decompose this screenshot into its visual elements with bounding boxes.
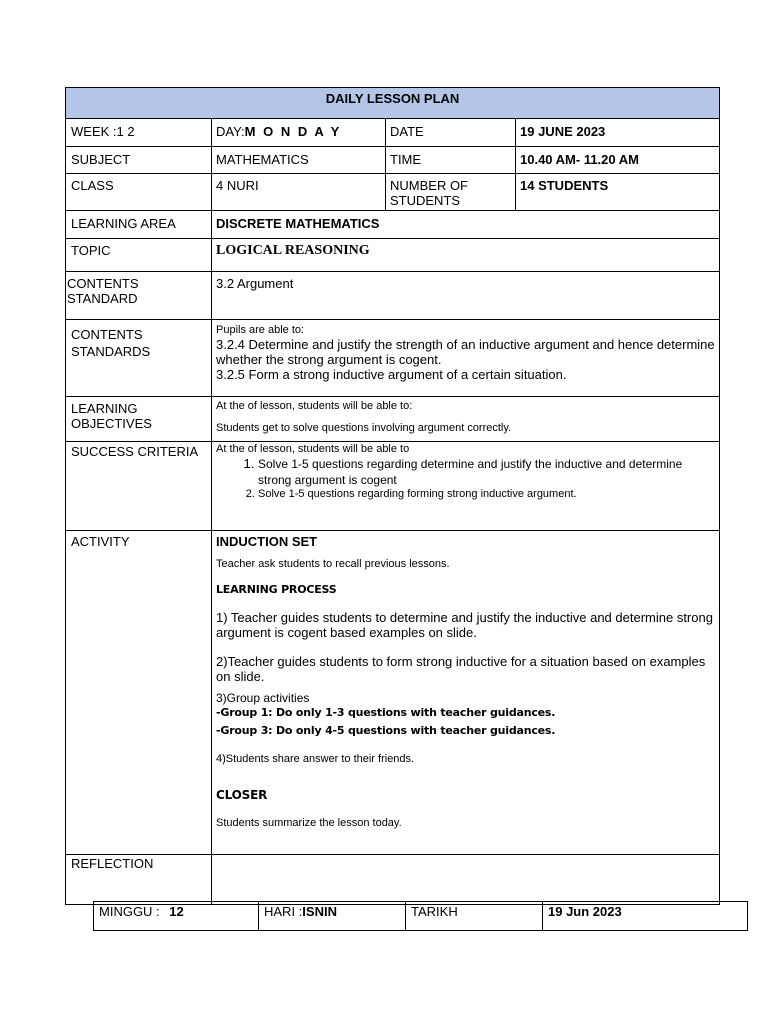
success-criteria-row <box>66 442 720 531</box>
activity-cell <box>212 531 720 855</box>
step-2: 2)Teacher guides students to form strong inductive for a situation based on examples on slide. <box>216 654 706 684</box>
step-3: 3)Group activities <box>216 691 310 705</box>
time-value: 10.40 AM- 11.20 AM <box>516 147 720 174</box>
day-cell <box>212 119 386 147</box>
date-value: 19 JUNE 2023 <box>516 119 720 147</box>
reflection-label: REFLECTION <box>66 855 212 905</box>
closer-text: Students summarize the lesson today. <box>216 817 402 829</box>
success-criteria-item-1: 1. Solve 1-5 questions regarding determine and justify the inductive and determine strong argument is cogent <box>258 456 715 488</box>
step-1: 1) Teacher guides students to determine and justify the inductive and determine strong argument is cogent based examples on slide. <box>216 610 713 640</box>
contents-standards-label: CONTENTS STANDARDS <box>66 320 212 397</box>
time-label: TIME <box>386 147 516 174</box>
success-criteria-item-2: 2. Solve 1-5 questions regarding forming strong inductive argument. <box>258 488 715 501</box>
process-heading: LEARNING PROCESS <box>216 583 337 596</box>
topic-value: LOGICAL REASONING <box>212 239 720 272</box>
date-label: DATE <box>386 119 516 147</box>
contents-standards-row <box>66 320 720 397</box>
contents-standards-item-1: 3.2.4 Determine and justify the strength of an inductive argument and hence determine whether the strong argument is cogent. <box>216 337 715 367</box>
subject-label: SUBJECT <box>66 147 212 174</box>
contents-standards-intro: Pupils are able to: <box>216 324 305 336</box>
objectives-intro: At the of lesson, students will be able to: <box>216 400 413 412</box>
topic-row <box>66 239 720 272</box>
students-label: NUMBER OF STUDENTS <box>386 174 516 211</box>
induction-heading: INDUCTION SET <box>216 534 318 549</box>
reflection-value <box>212 855 720 905</box>
activity-row <box>66 531 720 855</box>
contents-standard-value: 3.2 Argument <box>212 272 720 320</box>
step-4: 4)Students share answer to their friends. <box>216 753 415 765</box>
day-label: DAY: <box>216 124 245 139</box>
minggu-value: 12 <box>169 904 184 919</box>
subject-row <box>66 147 720 174</box>
induction-text: Teacher ask students to recall previous lessons. <box>216 558 450 570</box>
objectives-label: LEARNING OBJECTIVES <box>66 397 212 442</box>
week-row <box>66 119 720 147</box>
group-1: -Group 1: Do only 1-3 questions with teacher guidances. <box>216 706 556 719</box>
learning-area-label: LEARNING AREA <box>66 211 212 239</box>
subject-value: MATHEMATICS <box>212 147 386 174</box>
tarikh-label: TARIKH <box>406 902 543 931</box>
hari-cell <box>259 902 406 931</box>
reflection-row <box>66 855 720 905</box>
objectives-cell <box>212 397 720 442</box>
page-title: DAILY LESSON PLAN <box>66 88 720 119</box>
class-value: 4 NURI <box>212 174 386 211</box>
learning-area-value: DISCRETE MATHEMATICS <box>212 211 720 239</box>
group-3: -Group 3: Do only 4-5 questions with teacher guidances. <box>216 724 556 737</box>
success-criteria-cell <box>212 442 720 531</box>
topic-label: TOPIC <box>66 239 212 272</box>
contents-standards-item-2: 3.2.5 Form a strong inductive argument of a certain situation. <box>216 367 567 382</box>
title-row <box>66 88 720 119</box>
objectives-text: Students get to solve questions involving argument correctly. <box>216 422 512 434</box>
closer-heading: CLOSER <box>216 788 268 802</box>
hari-value: ISNIN <box>302 904 337 919</box>
minggu-label: MINGGU : <box>99 904 160 919</box>
class-label: CLASS <box>66 174 212 211</box>
students-value: 14 STUDENTS <box>516 174 720 211</box>
hari-label: HARI : <box>264 904 303 919</box>
day-value: M O N D A Y <box>244 124 342 139</box>
tarikh-value: 19 Jun 2023 <box>543 902 748 931</box>
minggu-cell <box>94 902 259 931</box>
footer-row <box>94 902 748 931</box>
footer-table <box>93 901 747 931</box>
week-label: WEEK :1 2 <box>66 119 212 147</box>
lesson-plan-table <box>65 87 719 905</box>
learning-area-row <box>66 211 720 239</box>
objectives-row <box>66 397 720 442</box>
contents-standards-cell <box>212 320 720 397</box>
success-criteria-intro: At the of lesson, students will be able to <box>216 443 410 455</box>
contents-standard-label: CONTENTS STANDARD <box>66 272 212 320</box>
class-row <box>66 174 720 211</box>
activity-label: ACTIVITY <box>66 531 212 855</box>
success-criteria-label: SUCCESS CRITERIA <box>66 442 212 531</box>
contents-standard-row <box>66 272 720 320</box>
